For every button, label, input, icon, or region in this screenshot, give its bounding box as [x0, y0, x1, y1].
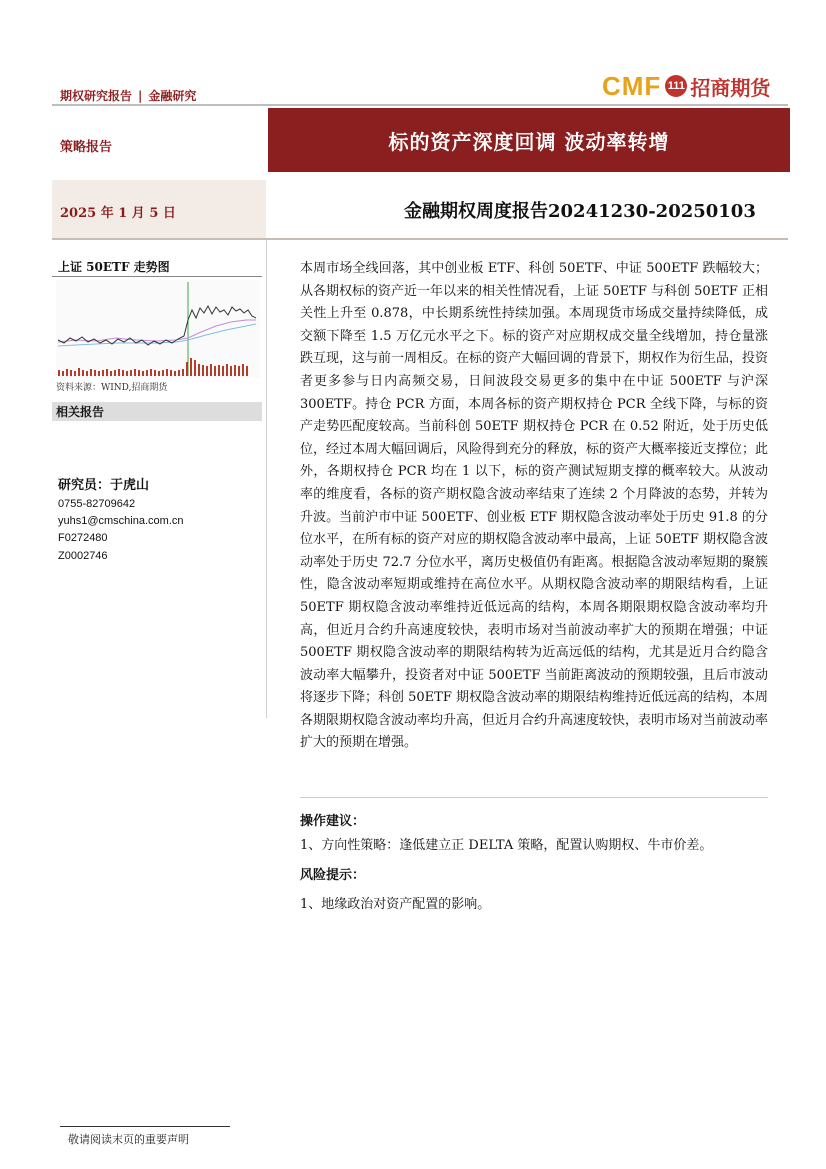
logo-cn: 招商期货 [690, 75, 771, 100]
analyst-email[interactable]: yuhs1@cmschina.com.cn [58, 515, 184, 527]
analyst-license-f: F0272480 [58, 532, 108, 544]
footer-disclaimer: 敬请阅读末页的重要声明 [68, 1133, 189, 1146]
logo-badge: 111 [665, 75, 687, 97]
column-divider [266, 240, 267, 718]
report-subtitle: 金融期权周度报告20241230-20250103 [404, 201, 756, 222]
header-separator: | [138, 89, 143, 103]
chart-title-rule [52, 276, 262, 277]
summary-divider [300, 797, 768, 798]
report-category: 期权研究报告 [60, 89, 133, 103]
report-category-line [60, 87, 196, 104]
analyst-phone: 0755-82709642 [58, 498, 136, 510]
report-title: 标的资产深度回调 波动率转增 [268, 108, 790, 172]
report-date: 2025 年 1 月 5 日 [60, 206, 176, 221]
etf-trend-chart [56, 280, 260, 378]
operation-heading: 操作建议： [300, 814, 366, 829]
chart-source: 资料来源：WIND,招商期货 [56, 383, 168, 393]
title-divider [52, 238, 788, 240]
chart-title: 上证 50ETF 走势图 [58, 260, 170, 274]
operation-text: 1、方向性策略：逢低建立正 DELTA 策略，配置认购期权、牛市价差。 [300, 838, 713, 853]
analyst-name: 研究员：于虎山 [58, 478, 150, 493]
etf-trend-chart-svg [56, 280, 260, 378]
company-logo [602, 68, 770, 104]
logo-en: CMF [602, 70, 662, 101]
risk-heading: 风险提示： [300, 868, 366, 883]
report-section: 金融研究 [148, 89, 197, 103]
header-divider [52, 104, 788, 106]
risk-text: 1、地缘政治对资产配置的影响。 [300, 897, 491, 912]
report-type-label: 策略报告 [60, 140, 113, 155]
footer-rule [60, 1126, 230, 1127]
analyst-license-z: Z0002746 [58, 550, 108, 562]
summary-paragraph: 本周市场全线回落，其中创业板 ETF、科创 50ETF、中证 500ETF 跌幅较大；从各期权标的资产近一年以来的相关性情况看，上证 50ETF 与科创 50ETF 正相关性上升至 0.878，中长期系统性持续加强。本周现货市场成交量持续降低，成交额下降至 1.5 万亿元水平之下。标的资产对应期权成交量全线增加，持仓量涨跌互现，这与前一周相反。在标的资产大幅回调的背景下，期权作为衍生品，投资者更多参与日内高频交易，日间波段交易更多的集中在中证 500ETF 与沪深 300ETF。持仓 PCR 方面，本周各标的资产期权持仓 PCR 全线下降，与标的资产走势匹配度较高。当前科创 50ETF 期权持仓 PCR 在 0.52 附近，处于历史低位，经过本周大幅回调后，风险得到充分的释放，标的资产大概率接近支撑位；此外，各期权持仓 PCR 均在 1 以下，标的资产测试短期支撑的概率较大。从波动率的维度看，各标的资产期权隐含波动率结束了连续 2 个月降波的态势，并转为升波。当前沪市中证 500ETF、创业板 ETF 期权隐含波动率处于历史 91.8 的分位水平，在所有标的资产对应的期权隐含波动率中最高，上证 50ETF 期权隐含波动率处于历史 72.7 分位水平，离历史极值仍有距离。根据隐含波动率短期的聚簇性，隐含波动率短期或维持在高位水平。从期权隐含波动率的期限结构看，上证 50ETF 期权隐含波动率维持近低远高的结构，本周各期限期权隐含波动率均升高，但近月合约升高速度较快，表明市场对当前波动率扩大的预期在增强；中证 500ETF 期权隐含波动率的期限结构转为近高远低的结构，尤其是近月合约隐含波动率大幅攀升，投资者对中证 500ETF 当前距离波动的预期较强，且后市波动将逐步下降；科创 50ETF 期权隐含波动率的期限结构维持近低远高的结构，本周各期限期权隐含波动率均升高，但近月合约升高速度较快，表明市场对当前波动率扩大的预期在增强。 [300, 261, 769, 751]
related-reports-label: 相关报告 [56, 405, 105, 419]
